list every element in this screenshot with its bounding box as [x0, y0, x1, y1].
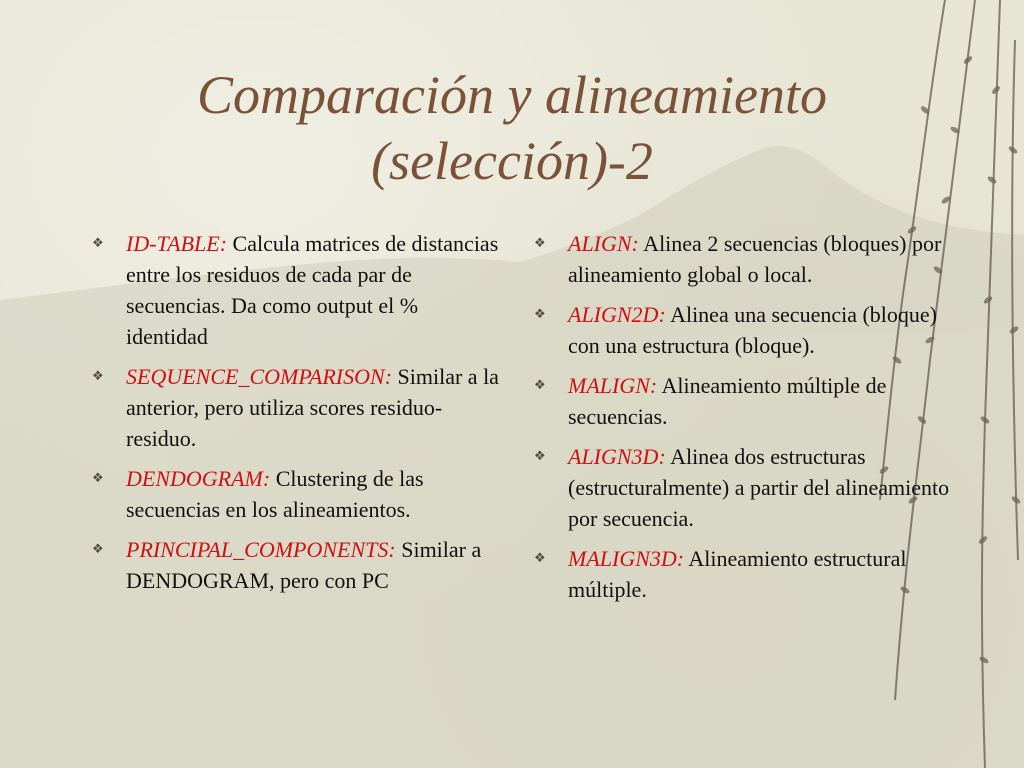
- slide-title-line-1: Comparación y alineamiento: [197, 65, 827, 125]
- item-description: Alinea 2 secuencias (bloques) por alineamiento global o local.: [568, 231, 942, 287]
- item-description: Similar a DENDOGRAM, pero con PC: [126, 537, 482, 593]
- item-description: Clustering de las secuencias en los alineamientos.: [126, 466, 424, 522]
- left-bullet-list: [92, 228, 502, 596]
- diamond-bullet-icon: ❖: [92, 541, 104, 556]
- diamond-bullet-icon: ❖: [534, 235, 546, 250]
- diamond-bullet-icon: ❖: [534, 448, 546, 463]
- item-description: Alineamiento múltiple de secuencias.: [568, 373, 887, 429]
- list-item: [534, 299, 964, 361]
- list-item: [534, 228, 964, 290]
- diamond-bullet-icon: ❖: [92, 368, 104, 383]
- item-keyword: SEQUENCE_COMPARISON:: [126, 364, 393, 389]
- item-description: Alinea una secuencia (bloque) con una estructura (bloque).: [568, 302, 937, 358]
- diamond-bullet-icon: ❖: [534, 550, 546, 565]
- list-item: [534, 370, 964, 432]
- diamond-bullet-icon: ❖: [92, 235, 104, 250]
- item-keyword: MALIGN:: [568, 373, 658, 398]
- right-bullet-column: [534, 228, 964, 614]
- item-description: Alinea dos estructuras (estructuralmente) a partir del alineamiento por secuencia.: [568, 444, 950, 531]
- diamond-bullet-icon: ❖: [534, 377, 546, 392]
- item-description: Alineamiento estructural múltiple.: [568, 546, 907, 602]
- diamond-bullet-icon: ❖: [534, 306, 546, 321]
- diamond-bullet-icon: ❖: [92, 470, 104, 485]
- item-keyword: ALIGN:: [568, 231, 639, 256]
- right-bullet-list: [534, 228, 964, 605]
- left-bullet-column: [92, 228, 502, 605]
- list-item: [534, 441, 964, 534]
- item-keyword: MALIGN3D:: [568, 546, 685, 571]
- item-description: Similar a la anterior, pero utiliza scores residuo-residuo.: [126, 364, 499, 451]
- item-keyword: PRINCIPAL_COMPONENTS:: [126, 537, 396, 562]
- item-keyword: DENDOGRAM:: [126, 466, 271, 491]
- item-keyword: ALIGN2D:: [568, 302, 666, 327]
- list-item: [534, 543, 964, 605]
- slide-title-line-2: (selección)-2: [371, 131, 653, 191]
- slide-title: [0, 62, 1024, 194]
- item-keyword: ID-TABLE:: [126, 231, 228, 256]
- item-description: Calcula matrices de distancias entre los residuos de cada par de secuencias. Da como output el % identidad: [126, 231, 499, 349]
- item-keyword: ALIGN3D:: [568, 444, 666, 469]
- list-item: [92, 534, 502, 596]
- list-item: [92, 463, 502, 525]
- list-item: [92, 361, 502, 454]
- list-item: [92, 228, 502, 352]
